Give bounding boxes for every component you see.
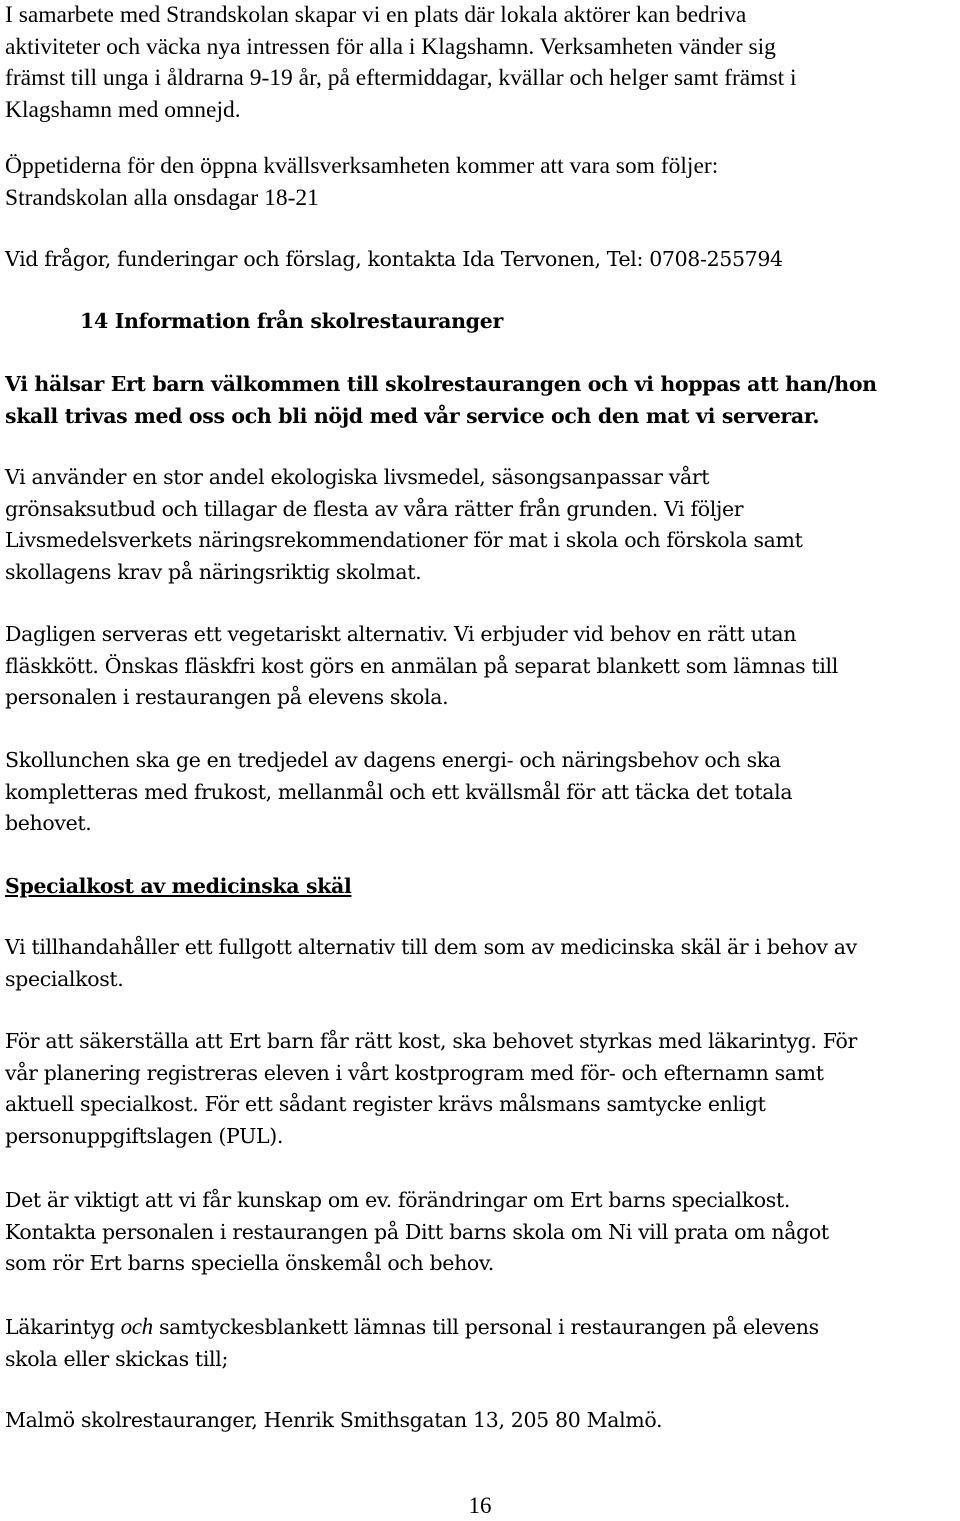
organic-line: Livsmedelsverkets näringsrekommendationer för mat i skola och förskola samt [5, 528, 803, 552]
special-diet-paragraph [5, 932, 960, 995]
intro-line: aktiviteter och väcka nya intressen för alla i Klagshamn. Verksamheten vänder sig [5, 33, 776, 60]
certificate-line: vår planering registreras eleven i vårt kostprogram med för- och efternamn samt [5, 1060, 824, 1085]
opening-hours-paragraph [5, 151, 960, 214]
intro-paragraph [5, 0, 960, 126]
certificate-line: personuppgiftslagen (PUL). [5, 1123, 284, 1148]
intro-line: främst till unga i åldrarna 9-19 år, på eftermiddagar, kvällar och helger samt främst i [5, 65, 797, 91]
contact-paragraph [5, 244, 960, 276]
special-diet-line: specialkost. [5, 966, 124, 991]
lunch-line: kompletteras med frukost, mellanmål och ett kvällsmål för att täcka det totala [5, 779, 793, 804]
opening-hours-line: Strandskolan alla onsdagar 18-21 [5, 184, 319, 211]
organic-line: Vi använder en stor andel ekologiska livsmedel, säsongsanpassar vårt [5, 465, 710, 489]
special-diet-line: Vi tillhandahåller ett fullgott alternativ till dem som av medicinska skäl är i behov av [5, 935, 857, 959]
organic-food-paragraph [5, 462, 960, 588]
lunch-line: Skollunchen ska ge en tredjedel av dagens energi- och näringsbehov och ska [5, 748, 781, 772]
intro-line: Klagshamn med omnejd. [5, 96, 241, 123]
special-diet-heading [5, 871, 960, 903]
changes-line: som rör Ert barns speciella önskemål och behov. [5, 1251, 494, 1275]
submission-paragraph [5, 1311, 960, 1375]
medical-certificate-paragraph [5, 1026, 960, 1152]
vegetarian-line: Dagligen serveras ett vegetariskt alternativ. Vi erbjuder vid behov en rätt utan [5, 622, 797, 646]
changes-line: Kontakta personalen i restaurangen på Ditt barns skola om Ni vill prata om något [5, 1219, 829, 1244]
special-diet-heading-text: Specialkost av medicinska skäl [5, 874, 352, 898]
school-lunch-paragraph [5, 745, 960, 840]
submission-och-italic: och [120, 1314, 153, 1339]
address-line: Malmö skolrestauranger, Henrik Smithsgatan 13, 205 80 Malmö. [5, 1408, 663, 1432]
submission-line: skola eller skickas till; [5, 1346, 228, 1371]
submission-line-end: samtyckesblankett lämnas till personal i restaurangen på elevens [152, 1315, 819, 1339]
lunch-line: behovet. [5, 811, 92, 835]
organic-line: grönsaksutbud och tillagar de flesta av våra rätter från grunden. Vi följer [5, 496, 744, 521]
welcome-paragraph [5, 369, 960, 432]
contact-line: Vid frågor, funderingar och förslag, kontakta Ida Tervonen, Tel: 0708-255794 [5, 247, 783, 271]
address-paragraph [5, 1405, 960, 1437]
vegetarian-paragraph [5, 619, 960, 714]
changes-line: Det är viktigt att vi får kunskap om ev. förändringar om Ert barns specialkost. [5, 1188, 791, 1212]
opening-hours-line: Öppetiderna för den öppna kvällsverksamheten kommer att vara som följer: [5, 153, 719, 179]
vegetarian-line: fläskkött. Önskas fläskfri kost görs en anmälan på separat blankett som lämnas till [5, 653, 838, 678]
vegetarian-line: personalen i restaurangen på elevens skola. [5, 685, 449, 709]
welcome-line: skall trivas med oss och bli nöjd med vår service och den mat vi serverar. [5, 403, 820, 428]
certificate-line: aktuell specialkost. För ett sådant register krävs målsmans samtycke enligt [5, 1092, 766, 1116]
page-number: 16 [468, 1493, 492, 1518]
intro-line: I samarbete med Strandskolan skapar vi en plats där lokala aktörer kan bedriva [5, 2, 747, 28]
organic-line: skollagens krav på näringsriktig skolmat. [5, 559, 422, 584]
certificate-line: För att säkerställa att Ert barn får rätt kost, ska behovet styrkas med läkarintyg. För [5, 1029, 857, 1053]
submission-line-start: Läkarintyg [5, 1315, 121, 1339]
changes-paragraph [5, 1185, 960, 1280]
welcome-line: Vi hälsar Ert barn välkommen till skolrestaurangen och vi hoppas att han/hon [5, 372, 877, 396]
section-heading: 14 Information från skolrestauranger [80, 309, 503, 333]
